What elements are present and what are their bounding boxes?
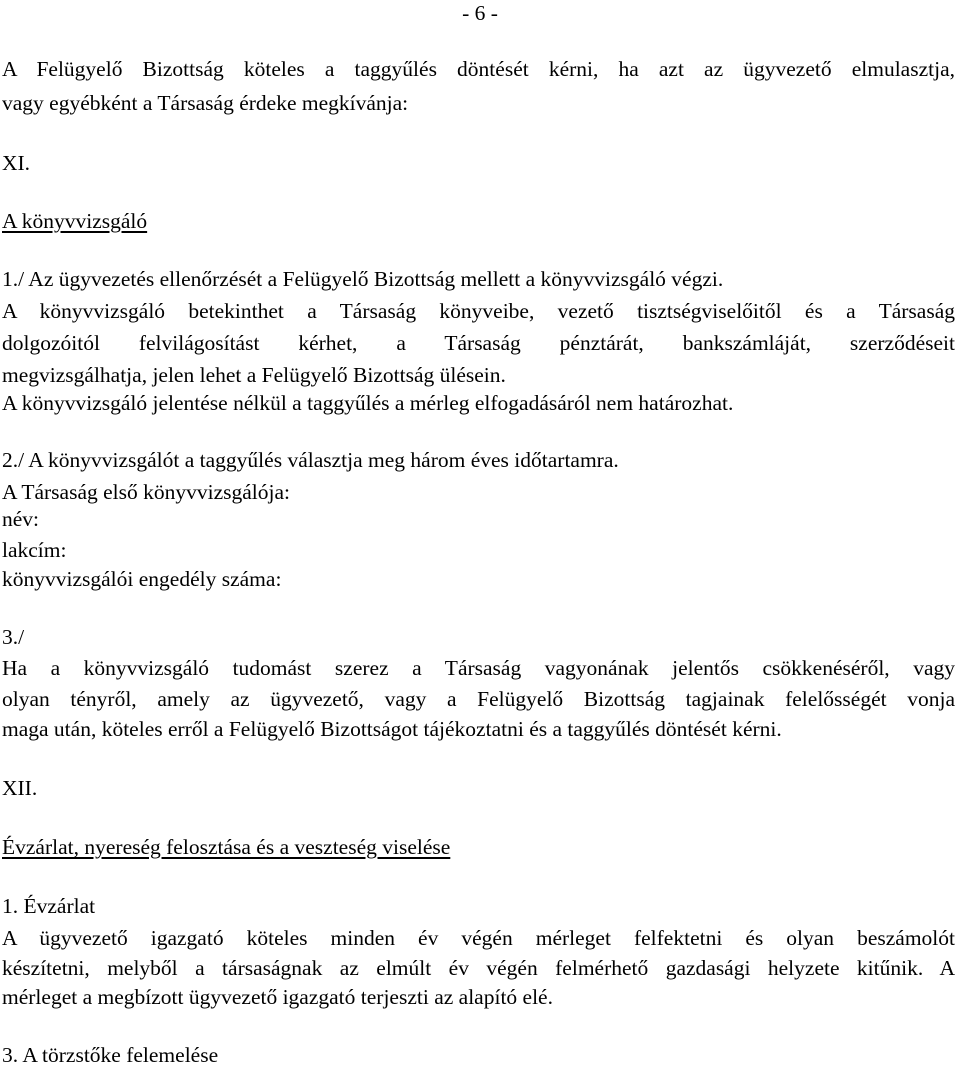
- paragraph-line: dolgozóitól felvilágosítást kérhet, a Társaság pénztárát, bankszámláját, szerződéseit: [2, 331, 955, 355]
- paragraph-line: készítetni, melyből a társaságnak az elmúlt év végén felmérhető gazdasági helyzete kitűnik. A: [2, 956, 955, 980]
- paragraph-line: A Társaság első könyvvizsgálója:: [2, 480, 291, 504]
- paragraph-line: 2./ A könyvvizsgálót a taggyűlés választja meg három éves időtartamra.: [2, 448, 619, 472]
- section-title: Évzárlat, nyereség felosztása és a veszteség viselése: [2, 835, 451, 859]
- subsection-title: 1. Évzárlat: [2, 894, 96, 918]
- section-title: A könyvvizsgáló: [2, 209, 148, 233]
- paragraph-line: vagy egyébként a Társaság érdeke megkívánja:: [2, 91, 409, 115]
- field-label-license: könyvvizsgálói engedély száma:: [2, 567, 282, 591]
- paragraph-line: megvizsgálhatja, jelen lehet a Felügyelő Bizottság ülésein.: [2, 363, 506, 387]
- paragraph-line: olyan tényről, amely az ügyvezető, vagy a Felügyelő Bizottság tagjainak felelősségét vonja: [2, 687, 955, 711]
- paragraph-line: A könyvvizsgáló jelentése nélkül a taggyűlés a mérleg elfogadásáról nem határozhat.: [2, 391, 734, 415]
- section-number: XI.: [2, 151, 31, 175]
- subsection-title: 3. A törzstőke felemelése: [2, 1043, 219, 1067]
- page-number: - 6 -: [462, 1, 498, 25]
- paragraph-line: 1./ Az ügyvezetés ellenőrzését a Felügyelő Bizottság mellett a könyvvizsgáló végzi.: [2, 267, 724, 291]
- section-number: XII.: [2, 776, 38, 800]
- paragraph-line: A könyvvizsgáló betekinthet a Társaság könyveibe, vezető tisztségviselőitől és a Társaság: [2, 299, 955, 323]
- paragraph-line: mérleget a megbízott ügyvezető igazgató terjeszti az alapító elé.: [2, 985, 553, 1009]
- paragraph-line: Ha a könyvvizsgáló tudomást szerez a Társaság vagyonának jelentős csökkenéséről, vagy: [2, 656, 955, 680]
- field-label-address: lakcím:: [2, 538, 67, 562]
- paragraph-line: maga után, köteles erről a Felügyelő Bizottságot tájékoztatni és a taggyűlés döntését kérni.: [2, 717, 782, 741]
- field-label-name: név:: [2, 507, 40, 531]
- paragraph-line: A Felügyelő Bizottság köteles a taggyűlés döntését kérni, ha azt az ügyvezető elmulasztja,: [2, 57, 955, 81]
- paragraph-line: A ügyvezető igazgató köteles minden év végén mérleget felfektetni és olyan beszámolót: [2, 926, 955, 950]
- paragraph-number: 3./: [2, 625, 25, 649]
